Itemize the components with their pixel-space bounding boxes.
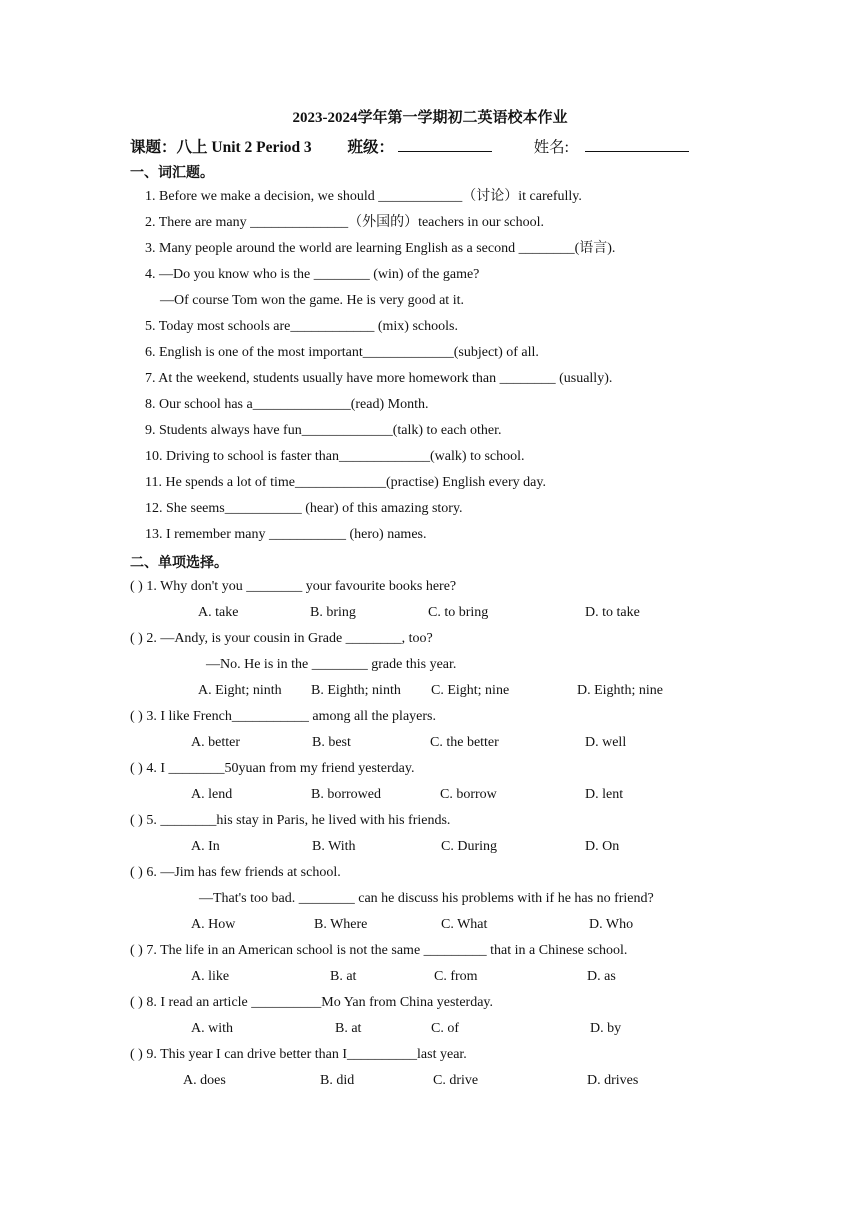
mc-question-6-reply: —That's too bad. ________ can he discuss his problems with if he has no friend? xyxy=(199,891,654,906)
mc-question-3: ( ) 3. I like French___________ among all the players. xyxy=(130,709,436,724)
mc8-option-c[interactable]: C. of xyxy=(431,1021,459,1036)
mc5-option-a[interactable]: A. In xyxy=(191,839,220,854)
mc6-option-c[interactable]: C. What xyxy=(441,917,488,932)
mc9-option-c[interactable]: C. drive xyxy=(433,1073,479,1088)
vocab-item-13: 13. I remember many ___________ (hero) names. xyxy=(145,527,427,542)
vocab-item-6: 6. English is one of the most important_____________(subject) of all. xyxy=(145,345,539,360)
vocab-item-11: 11. He spends a lot of time_____________(practise) English every day. xyxy=(145,475,546,490)
mc2-option-a[interactable]: A. Eight; ninth xyxy=(198,683,282,698)
mc6-option-d[interactable]: D. Who xyxy=(589,917,634,932)
mc1-option-d[interactable]: D. to take xyxy=(585,605,640,620)
mc-question-2: ( ) 2. —Andy, is your cousin in Grade ________, too? xyxy=(130,631,433,646)
mc7-option-c[interactable]: C. from xyxy=(434,969,478,984)
mc-question-8: ( ) 8. I read an article __________Mo Yan from China yesterday. xyxy=(130,995,494,1010)
mc6-option-b[interactable]: B. Where xyxy=(314,917,368,932)
class-label: 班级： xyxy=(347,139,394,156)
mc8-option-a[interactable]: A. with xyxy=(191,1021,233,1036)
mc2-option-b[interactable]: B. Eighth; ninth xyxy=(311,683,401,698)
mc8-option-b[interactable]: B. at xyxy=(335,1021,362,1036)
vocab-item-4-reply: —Of course Tom won the game. He is very good at it. xyxy=(160,293,464,308)
mc3-option-c[interactable]: C. the better xyxy=(430,735,499,750)
name-label: 姓名: xyxy=(533,139,569,156)
mc7-option-d[interactable]: D. as xyxy=(587,969,616,984)
mc7-option-b[interactable]: B. at xyxy=(330,969,357,984)
vocab-item-4: 4. —Do you know who is the ________ (win) of the game? xyxy=(145,267,480,282)
mc4-option-a[interactable]: A. lend xyxy=(191,787,233,802)
mc9-option-d[interactable]: D. drives xyxy=(587,1073,639,1088)
mc3-option-d[interactable]: D. well xyxy=(585,735,627,750)
mc8-option-d[interactable]: D. by xyxy=(590,1021,622,1036)
mc4-option-c[interactable]: C. borrow xyxy=(440,787,497,802)
mc9-option-a[interactable]: A. does xyxy=(183,1073,226,1088)
mc1-option-c[interactable]: C. to bring xyxy=(428,605,489,620)
vocab-item-8: 8. Our school has a______________(read) Month. xyxy=(145,397,429,412)
vocab-item-7: 7. At the weekend, students usually have more homework than ________ (usually). xyxy=(145,371,613,386)
mc5-option-d[interactable]: D. On xyxy=(585,839,620,854)
name-blank[interactable] xyxy=(585,150,689,152)
vocab-item-5: 5. Today most schools are____________ (mix) schools. xyxy=(145,319,458,334)
vocab-item-12: 12. She seems___________ (hear) of this amazing story. xyxy=(145,501,463,516)
vocab-item-10: 10. Driving to school is faster than_____________(walk) to school. xyxy=(145,449,525,464)
mc-question-6: ( ) 6. —Jim has few friends at school. xyxy=(130,865,341,880)
vocab-item-3: 3. Many people around the world are learning English as a second ________(语言). xyxy=(145,241,616,256)
section1-heading: 一、词汇题。 xyxy=(130,166,214,181)
mc6-option-a[interactable]: A. How xyxy=(191,917,236,932)
mc-question-4: ( ) 4. I ________50yuan from my friend yesterday. xyxy=(130,761,415,776)
vocab-item-1: 1. Before we make a decision, we should ____________（讨论）it carefully. xyxy=(145,189,582,204)
mc2-option-d[interactable]: D. Eighth; nine xyxy=(577,683,663,698)
page-title: 2023-2024学年第一学期初二英语校本作业 xyxy=(292,110,568,126)
mc2-option-c[interactable]: C. Eight; nine xyxy=(431,683,510,698)
mc-question-7: ( ) 7. The life in an American school is not the same _________ that in a Chinese school. xyxy=(130,943,628,958)
mc-question-5: ( ) 5. ________his stay in Paris, he lived with his friends. xyxy=(130,813,451,828)
mc3-option-b[interactable]: B. best xyxy=(312,735,351,750)
section2-heading: 二、单项选择。 xyxy=(130,556,228,571)
topic-label: 课题：八上 Unit 2 Period 3 xyxy=(130,139,312,156)
mc-question-9: ( ) 9. This year I can drive better than I__________last year. xyxy=(130,1047,467,1062)
mc1-option-b[interactable]: B. bring xyxy=(310,605,356,620)
mc5-option-b[interactable]: B. With xyxy=(312,839,356,854)
mc4-option-b[interactable]: B. borrowed xyxy=(311,787,381,802)
mc3-option-a[interactable]: A. better xyxy=(191,735,240,750)
mc1-option-a[interactable]: A. take xyxy=(198,605,239,620)
mc-question-1: ( ) 1. Why don't you ________ your favourite books here? xyxy=(130,579,457,594)
subheader xyxy=(130,135,689,157)
mc9-option-b[interactable]: B. did xyxy=(320,1073,355,1088)
mc5-option-c[interactable]: C. During xyxy=(441,839,497,854)
mc-question-2-reply: —No. He is in the ________ grade this year. xyxy=(206,657,457,672)
vocab-item-9: 9. Students always have fun_____________(talk) to each other. xyxy=(145,423,502,438)
vocab-item-2: 2. There are many ______________（外国的）teachers in our school. xyxy=(145,215,545,230)
mc7-option-a[interactable]: A. like xyxy=(191,969,230,984)
mc4-option-d[interactable]: D. lent xyxy=(585,787,624,802)
class-blank[interactable] xyxy=(398,150,492,152)
